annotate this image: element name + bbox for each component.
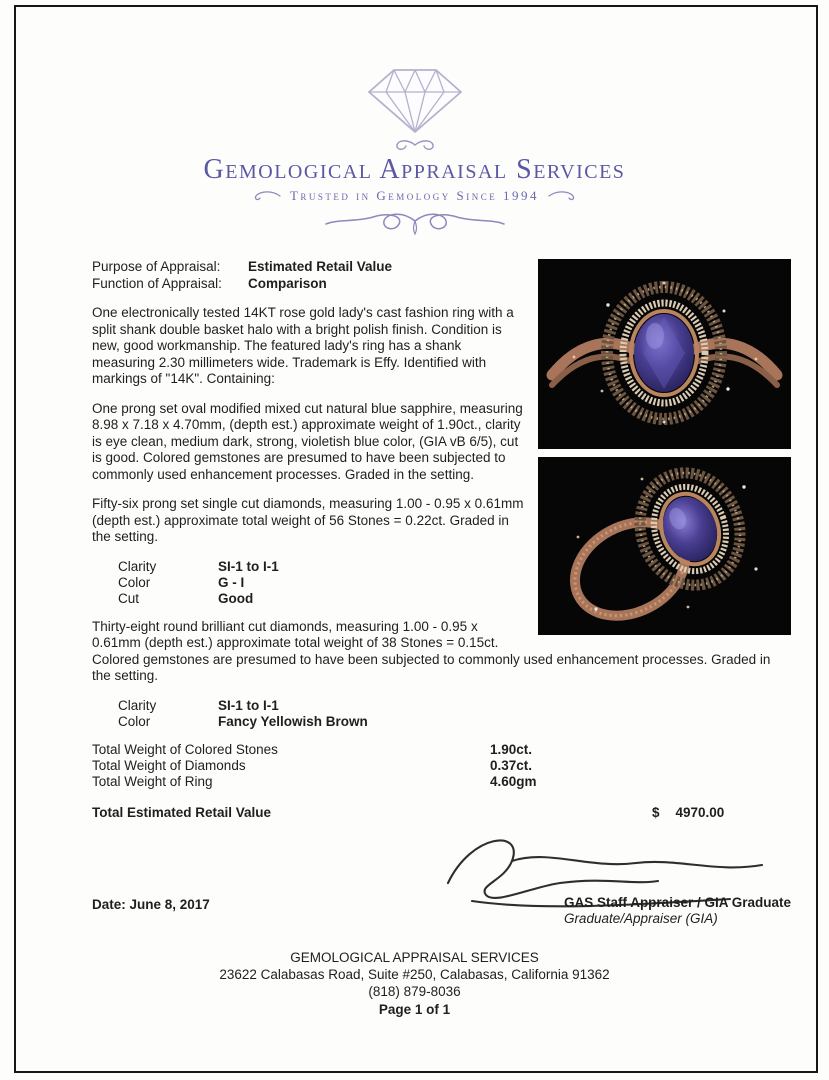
certificate-footer xyxy=(0,949,829,1018)
purpose-label: Purpose of Appraisal: xyxy=(92,259,221,274)
grade-label: Color xyxy=(118,713,151,729)
function-value: Comparison xyxy=(248,275,327,291)
table-row xyxy=(118,698,791,714)
swirl-right-icon xyxy=(547,190,577,202)
total-value: 0.37ct. xyxy=(490,757,533,773)
flourish-divider-icon xyxy=(310,209,520,237)
ring-photo-bottom xyxy=(538,457,791,635)
total-value: 1.90ct. xyxy=(490,741,533,757)
footer-company: GEMOLOGICAL APPRAISAL SERVICES xyxy=(290,949,539,965)
total-row xyxy=(92,774,791,790)
page-number: Page 1 of 1 xyxy=(378,1001,451,1017)
swirl-left-icon xyxy=(252,190,282,202)
retail-value-label: Total Estimated Retail Value xyxy=(92,804,272,820)
company-title: Gemological Appraisal Services xyxy=(203,154,626,185)
grade-label: Clarity xyxy=(118,558,157,574)
signoff-row xyxy=(92,895,791,927)
sapphire-paragraph: One prong set oval modified mixed cut natural blue sapphire, measuring 8.98 x 7.18 x 4.70mm, (depth est.) approximate weight of 1.90ct., clarity is eye clean, medium dark, strong, violetish blue color, (GIA vB 6/5), cut is good. Colored gemstones are presumed to have been subjected to commonly used enhancement processes. Graded in the setting. xyxy=(92,400,523,482)
function-label: Function of Appraisal: xyxy=(92,275,222,291)
certificate-body xyxy=(0,237,829,927)
company-tagline: Trusted in Gemology Since 1994 xyxy=(289,188,540,203)
total-label: Total Weight of Colored Stones xyxy=(92,741,278,757)
grade-value: SI-1 to I-1 xyxy=(218,558,279,574)
table-row xyxy=(118,714,791,730)
total-value: 4.60gm xyxy=(490,773,537,789)
grade-value: Fancy Yellowish Brown xyxy=(218,713,368,729)
appraiser-title: GAS Staff Appraiser / GIA Graduate xyxy=(563,894,791,910)
total-label: Total Weight of Diamonds xyxy=(92,757,246,773)
purpose-value: Estimated Retail Value xyxy=(248,259,393,274)
grade-label: Clarity xyxy=(118,697,157,713)
grade-label: Color xyxy=(118,574,151,590)
totals-section xyxy=(92,742,791,790)
retail-value-row xyxy=(92,804,791,821)
tagline-row xyxy=(0,188,829,204)
diamond-logo-icon xyxy=(359,62,471,136)
certificate-header xyxy=(0,0,829,237)
logo-curl-ornament-icon xyxy=(380,138,450,152)
brilliant-cut-grades-table xyxy=(118,698,791,730)
currency-symbol: $ xyxy=(652,804,660,820)
total-row xyxy=(92,758,791,774)
appraiser-block xyxy=(564,895,791,927)
grade-label: Cut xyxy=(118,590,140,606)
brilliant-cut-diamonds-paragraph: Thirty-eight round brilliant cut diamonds, measuring 1.00 - 0.95 x 0.61mm (depth est.) approximate total weight of 38 Stones = 0.15ct. Colored gemstones are presumed to have been subjected to commonly used enhancement processes. Graded in the setting. xyxy=(92,618,771,683)
footer-phone: (818) 879-8036 xyxy=(368,983,461,999)
ring-photos xyxy=(538,259,791,635)
ring-description-paragraph: One electronically tested 14KT rose gold lady's cast fashion ring with a split shank double basket halo with a bright polish finish. Condition is new, good workmanship. The featured lady's ring has a shank measuring 2.30 millimeters wide. Trademark is Effy. Identified with markings of "14K". Containing: xyxy=(92,305,514,386)
grade-value: Good xyxy=(218,590,254,606)
total-label: Total Weight of Ring xyxy=(92,773,213,789)
total-row xyxy=(92,742,791,758)
appraisal-date: Date: June 8, 2017 xyxy=(92,896,210,912)
grade-value: G - I xyxy=(218,574,245,590)
ring-photo-top xyxy=(538,259,791,449)
retail-value-amount: 4970.00 xyxy=(675,804,725,820)
footer-address: 23622 Calabasas Road, Suite #250, Calabasas, California 91362 xyxy=(219,966,610,982)
appraiser-credential: Graduate/Appraiser (GIA) xyxy=(563,910,718,926)
single-cut-diamonds-paragraph: Fifty-six prong set single cut diamonds, measuring 1.00 - 0.95 x 0.61mm (depth est.) approximate total weight of 56 Stones = 0.22ct. Graded in the setting. xyxy=(92,496,524,544)
signoff-section xyxy=(92,827,791,927)
grade-value: SI-1 to I-1 xyxy=(218,697,279,713)
